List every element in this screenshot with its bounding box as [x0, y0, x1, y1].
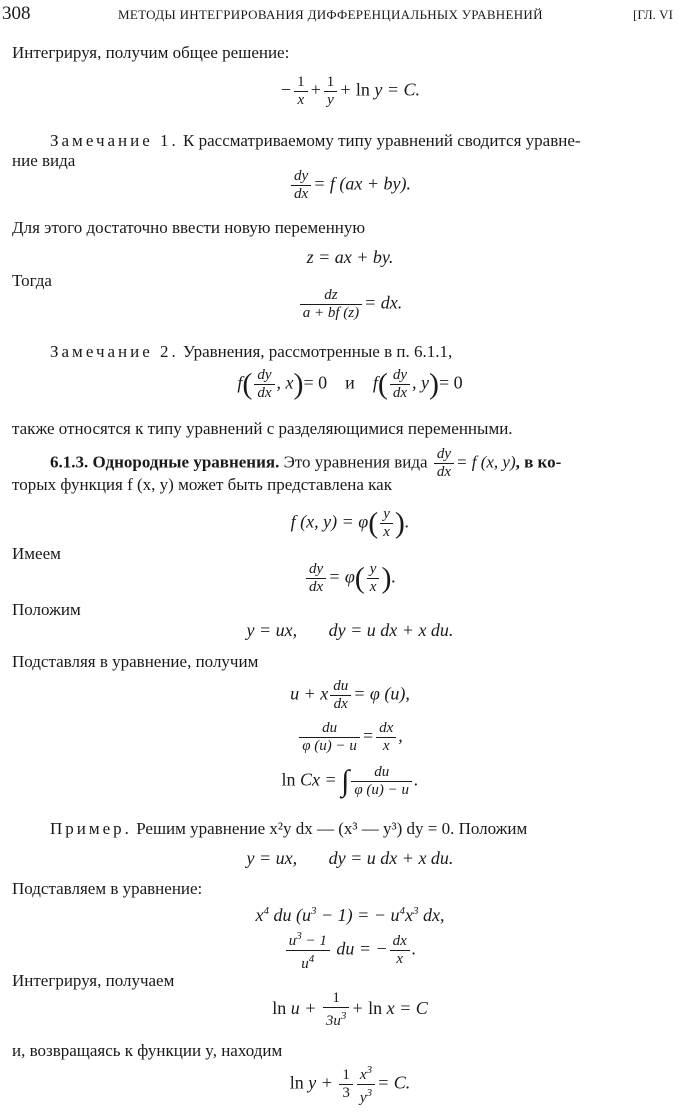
remark-1-text-cont: ние вида: [12, 151, 76, 170]
equation-x4-du: $x^4$ du $(u^3 - 1)$ = − $u^4x^3$ dx,: [255, 905, 445, 925]
example-label: Пример.: [50, 819, 132, 838]
remark-1-text: К рассматриваемому типу уравнений сводится уравне-: [183, 131, 581, 150]
section-text-cont: торых функция f (x, y) может быть представлена как: [12, 475, 392, 494]
paragraph-then: Тогда: [12, 271, 52, 290]
equation-ln-cx: ln Cx = ∫ $\frac{du}{\varphi (u) - u}$ .: [281, 764, 419, 798]
equation-final: ln y + $\frac{1}{3}$ $\frac{x^3}{y^3}$ = C.: [289, 1064, 411, 1106]
paragraph-returning: и, возвращаясь к функции y, находим: [12, 1041, 283, 1060]
paragraph-substitute-into: Подставляем в уравнение:: [12, 879, 203, 898]
paragraph-we-have: Имеем: [12, 544, 61, 563]
equation-z: z = ax + by.: [306, 247, 394, 267]
equation-remark-2: f( $\frac{dy}{dx}$ , x)= 0 и f( $\frac{dy}{dx}$ , y)= 0: [237, 367, 463, 401]
paragraph-integrating: Интегрируя, получим общее решение:: [12, 43, 290, 62]
equation-dy-dx-phi: $\frac{dy}{dx}$ = φ( $\frac{y}{x}$ ).: [0, 561, 700, 596]
equation-dz: $\frac{dz}{a + bf (z)}$ = dx.: [0, 287, 700, 322]
example: [50, 818, 527, 840]
example-text: Решим уравнение x²y dx — (x³ — y³) dy = 0. Положим: [136, 819, 528, 838]
paragraph-new-variable: Для этого достаточно ввести новую переменную: [12, 218, 366, 237]
page-number: 308: [2, 3, 31, 24]
remark-2-text: Уравнения, рассмотренные в п. 6.1.1,: [183, 342, 453, 361]
equation-u3-minus-1: $\frac{u^3 - 1}{u^4}$ du = − $\frac{dx}{x}$ .: [0, 928, 700, 973]
paragraph-integrating-get: Интегрируя, получаем: [12, 971, 175, 990]
paragraph-let: Положим: [12, 600, 81, 619]
section-text: Это уравнения вида: [283, 452, 428, 472]
equation-y-ux: y = ux, dy = u dx + x du.: [246, 620, 454, 640]
section-6-1-3: 6.1.3. Однородные уравнения. Это уравнения вида $\frac{dy}{dx}$ = f (x, y), в ко-: [50, 446, 562, 480]
section-title: 6.1.3. Однородные уравнения.: [50, 452, 280, 472]
equation-y-ux-2: y = ux, dy = u dx + x du.: [246, 848, 454, 868]
equation-u-plus-x-du: u + x $\frac{du}{dx}$ = φ (u),: [290, 678, 410, 712]
section-text-b: , в ко-: [515, 452, 562, 472]
page-header: [0, 0, 700, 30]
equation-f-phi: f (x, y) = φ( $\frac{y}{x}$ ).: [290, 506, 410, 540]
equation-general-solution: − $\frac{1}{x}$ + $\frac{1}{y}$ + ln y = C.: [279, 74, 421, 108]
remark-1: [50, 130, 581, 152]
remark-1-label: Замечание 1.: [50, 131, 179, 150]
chapter-mark: [ГЛ. VI: [633, 7, 673, 22]
remark-2-label: Замечание 2.: [50, 342, 179, 361]
equation-du-separated: $\frac{du}{\varphi (u) - u}$ = $\frac{dx}{x}$ ,: [0, 720, 700, 755]
equation-ln-u: ln u + $\frac{1}{3u^3}$ + ln x = C: [272, 990, 428, 1029]
equation-dy-dx-f-ax-by: $\frac{dy}{dx}$ = f (ax + by).: [0, 168, 700, 203]
and-word: и: [345, 372, 355, 393]
paragraph-substituting: Подставляя в уравнение, получим: [12, 652, 259, 671]
paragraph-also: также относятся к типу уравнений с разделяющимися переменными.: [12, 419, 513, 438]
remark-2: [50, 341, 452, 363]
running-title: МЕТОДЫ ИНТЕГРИРОВАНИЯ ДИФФЕРЕНЦИАЛЬНЫХ УРАВНЕНИЙ: [118, 7, 543, 22]
